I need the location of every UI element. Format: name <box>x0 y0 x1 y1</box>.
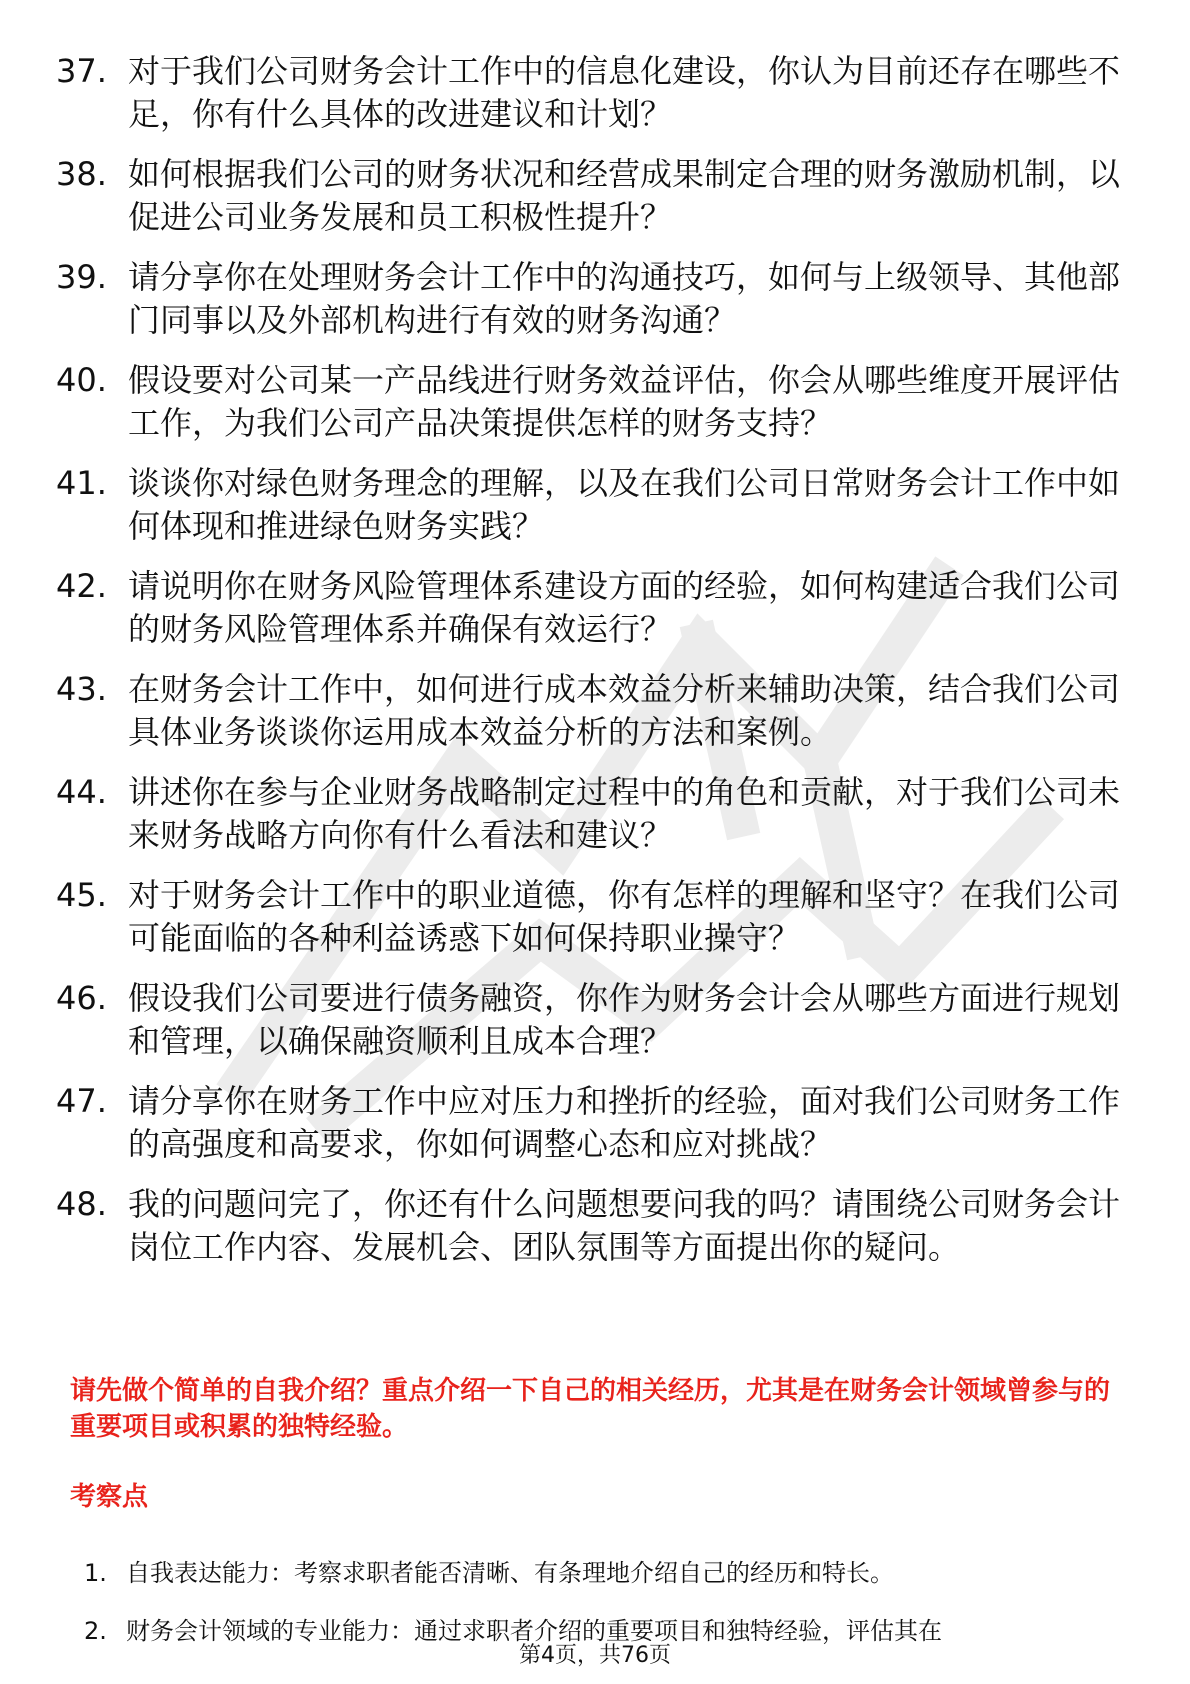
question-item <box>56 668 1136 754</box>
question-list <box>56 50 1136 1286</box>
question-text: 讲述你在参与企业财务战略制定过程中的角色和贡献，对于我们公司未来财务战略方向你有什么看法和建议？ <box>128 773 1121 854</box>
question-text: 假设我们公司要进行债务融资，你作为财务会计会从哪些方面进行规划和管理，以确保融资顺利且成本合理？ <box>128 979 1121 1060</box>
question-number: 43. <box>56 670 107 708</box>
question-item <box>56 874 1136 960</box>
point-number: 1. <box>84 1559 107 1587</box>
question-text: 在财务会计工作中，如何进行成本效益分析来辅助决策，结合我们公司具体业务谈谈你运用成本效益分析的方法和案例。 <box>128 670 1121 751</box>
question-text: 对于我们公司财务会计工作中的信息化建设，你认为目前还存在哪些不足，你有什么具体的改进建议和计划？ <box>128 52 1121 133</box>
section-title: 考察点 <box>70 1482 149 1512</box>
question-number: 45. <box>56 876 107 914</box>
question-number: 46. <box>56 979 107 1017</box>
question-item <box>56 359 1136 445</box>
point-number: 2. <box>84 1617 107 1645</box>
question-number: 47. <box>56 1082 107 1120</box>
question-number: 41. <box>56 464 107 502</box>
page-footer: 第4页，共76页 <box>519 1643 671 1668</box>
question-text: 假设要对公司某一产品线进行财务效益评估，你会从哪些维度开展评估工作，为我们公司产品决策提供怎样的财务支持？ <box>128 361 1121 442</box>
question-number: 38. <box>56 155 107 193</box>
question-text: 请说明你在财务风险管理体系建设方面的经验，如何构建适合我们公司的财务风险管理体系并确保有效运行？ <box>128 567 1121 648</box>
point-text: 自我表达能力：考察求职者能否清晰、有条理地介绍自己的经历和特长。 <box>126 1559 894 1587</box>
question-text: 请分享你在财务工作中应对压力和挫折的经验，面对我们公司财务工作的高强度和高要求，你如何调整心态和应对挑战？ <box>128 1082 1121 1163</box>
question-text: 如何根据我们公司的财务状况和经营成果制定合理的财务激励机制，以促进公司业务发展和员工积极性提升？ <box>128 155 1121 236</box>
question-item <box>56 50 1136 136</box>
question-number: 48. <box>56 1185 107 1223</box>
question-text: 我的问题问完了，你还有什么问题想要问我的吗？请围绕公司财务会计岗位工作内容、发展机会、团队氛围等方面提出你的疑问。 <box>128 1185 1121 1266</box>
question-item <box>56 1080 1136 1166</box>
question-number: 37. <box>56 52 107 90</box>
question-item <box>56 153 1136 239</box>
question-item <box>56 977 1136 1063</box>
assessment-point <box>84 1556 1134 1590</box>
point-text: 财务会计领域的专业能力：通过求职者介绍的重要项目和独特经验，评估其在 <box>126 1617 942 1645</box>
highlight-question: 请先做个简单的自我介绍？重点介绍一下自己的相关经历，尤其是在财务会计领域曾参与的重要项目或积累的独特经验。 <box>70 1376 1111 1442</box>
question-number: 44. <box>56 773 107 811</box>
question-text: 谈谈你对绿色财务理念的理解，以及在我们公司日常财务会计工作中如何体现和推进绿色财务实践？ <box>128 464 1121 545</box>
question-item <box>56 565 1136 651</box>
question-item <box>56 256 1136 342</box>
question-item <box>56 771 1136 857</box>
question-item <box>56 1183 1136 1269</box>
question-number: 40. <box>56 361 107 399</box>
question-text: 请分享你在处理财务会计工作中的沟通技巧，如何与上级领导、其他部门同事以及外部机构进行有效的财务沟通？ <box>128 258 1121 339</box>
question-number: 42. <box>56 567 107 605</box>
question-text: 对于财务会计工作中的职业道德，你有怎样的理解和坚守？在我们公司可能面临的各种利益诱惑下如何保持职业操守？ <box>128 876 1121 957</box>
question-number: 39. <box>56 258 107 296</box>
question-item <box>56 462 1136 548</box>
